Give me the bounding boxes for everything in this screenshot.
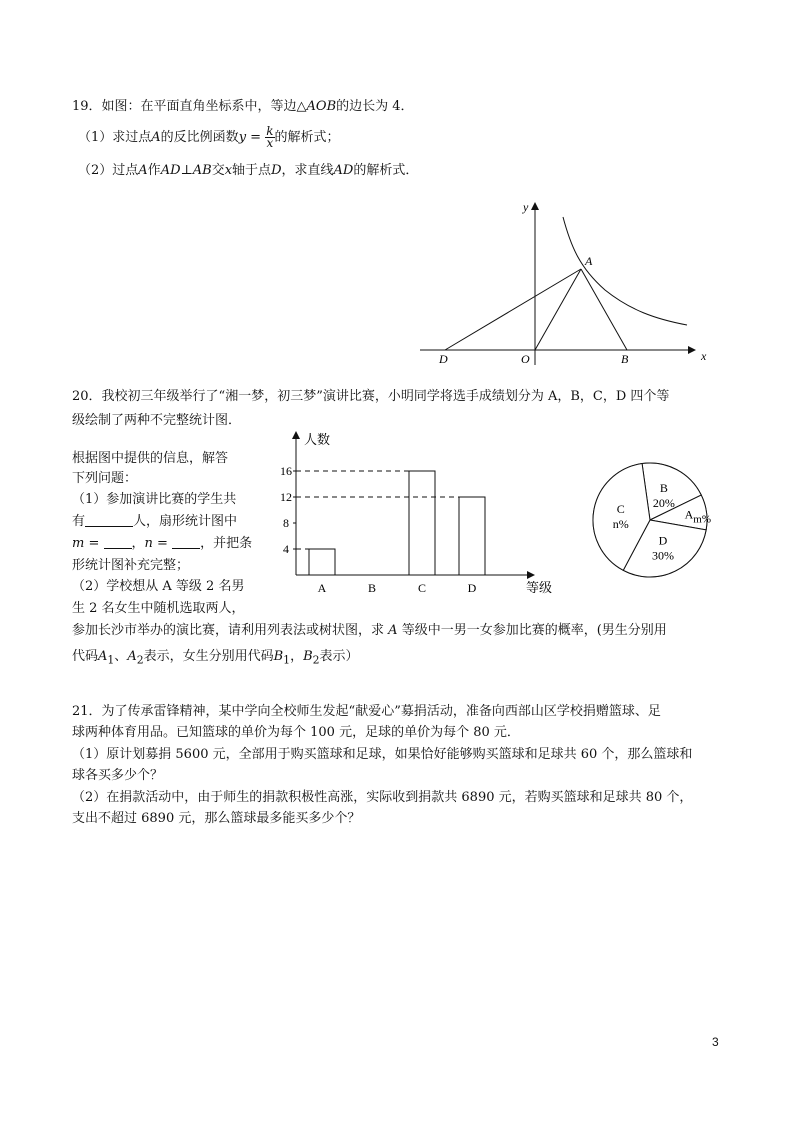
point-d-label: D	[439, 352, 448, 366]
q20-side-line1: 根据图中提供的信息，解答	[72, 451, 229, 466]
y-tick-label: 16	[280, 464, 292, 478]
y-tick-label: 12	[280, 490, 292, 504]
q21-line1: 21．为了传承雷锋精神，某中学向全校师生发起“献爱心”募捐活动，准备向西部山区学校捐赠篮球、足	[72, 704, 661, 719]
pie-slice-C-label: n%	[612, 516, 629, 531]
q20-side-line7: （2）学校想从 A 等级 2 名男	[72, 579, 245, 594]
segment-ab	[581, 269, 627, 350]
q20-side-line3: （1）参加演讲比赛的学生共	[72, 492, 237, 507]
q20-side-line6: 形统计图补充完整；	[72, 558, 190, 573]
q19-part1: （1）求过点A的反比例函数y = $\frac{k}{x}$ 的解析式；	[78, 124, 340, 150]
pie-slice-C-name: C	[616, 501, 625, 516]
x-tick-label: B	[367, 581, 377, 595]
y-axis-label: y	[523, 200, 529, 214]
y-tick-label: 8	[283, 516, 289, 530]
q19-part2: （2）过点A作AD⊥AB交x轴于点D，求直线AD的解析式．	[78, 163, 419, 178]
fraction-k-over-x: $\frac{k}{x}$	[266, 124, 274, 150]
bar-chart-xlabel: 等级	[526, 580, 553, 595]
m-value-blank[interactable]	[104, 535, 132, 549]
y-tick-label: 4	[283, 542, 289, 556]
x-tick-label: C	[417, 581, 427, 595]
q20-line9: 参加长沙市举办的演比赛，请利用列表法或树状图，求 A 等级中一男一女参加比赛的概率，(男生分别用	[72, 623, 667, 638]
q21-line4: 球各买多少个？	[72, 768, 164, 783]
q19-title: 19．如图：在平面直角坐标系中，等边△AOB的边长为 4．	[72, 99, 414, 114]
bar-A	[309, 549, 335, 575]
page-number: 3	[712, 1035, 719, 1049]
q20-side-line2: 下列问题：	[72, 471, 138, 486]
q20-intro-line2: 级绘制了两种不完整统计图．	[72, 413, 242, 428]
segment-da	[445, 269, 581, 350]
pie-chart	[585, 460, 715, 585]
q21-line2: 球两种体育用品。已知篮球的单价为每个 100 元，足球的单价为每个 80 元．	[72, 725, 520, 740]
q21-line6: 支出不超过 6890 元，那么篮球最多能买多少个？	[72, 811, 361, 826]
bar-chart	[272, 428, 572, 600]
q19-coordinate-graph	[415, 195, 715, 370]
q20-side-line5: m = ，n = ，并把条	[72, 536, 253, 551]
q21-line3: （1）原计划募捐 5600 元，全部用于购买篮球和足球，如果恰好能够购买篮球和足球共 60 个，那么篮球和	[72, 747, 693, 762]
pie-slice-B-name: B	[659, 480, 668, 495]
q20-side-line8: 生 2 名女生中随机选取两人，	[72, 601, 245, 616]
bar-C	[409, 471, 435, 575]
q20-intro-line1: 20．我校初三年级举行了“湘一梦，初三梦”演讲比赛，小明同学将选手成绩划分为 A，B，C，D 四个等	[72, 389, 670, 404]
x-tick-label: A	[317, 581, 327, 595]
x-axis-label: x	[701, 349, 707, 363]
segment-oa	[535, 269, 581, 350]
bar-D	[459, 497, 485, 575]
pie-slice-D-label: 30%	[651, 548, 674, 563]
point-a-label: A	[585, 254, 593, 268]
bar-chart-ylabel: 人数	[304, 432, 331, 447]
q20-side-line4: 有 人，扇形统计图中	[72, 514, 238, 529]
n-value-blank[interactable]	[172, 535, 200, 549]
pie-slice-A-label: Am%	[684, 507, 712, 526]
x-tick-label: D	[467, 581, 477, 595]
point-o-label: O	[521, 352, 530, 366]
point-b-label: B	[621, 352, 629, 366]
q20-line10: 代码$A_1$、$A_2$表示，女生分别用代码$B_1$，$B_2$表示）	[72, 649, 359, 667]
pie-slice-B-label: 20%	[652, 495, 675, 510]
total-students-blank[interactable]	[85, 513, 133, 527]
q21-line5: （2）在捐款活动中，由于师生的捐款积极性高涨，实际收到捐款共 6890 元，若购买篮球和足球共 80 个，	[72, 790, 693, 805]
pie-slice-D-name: D	[658, 533, 668, 548]
